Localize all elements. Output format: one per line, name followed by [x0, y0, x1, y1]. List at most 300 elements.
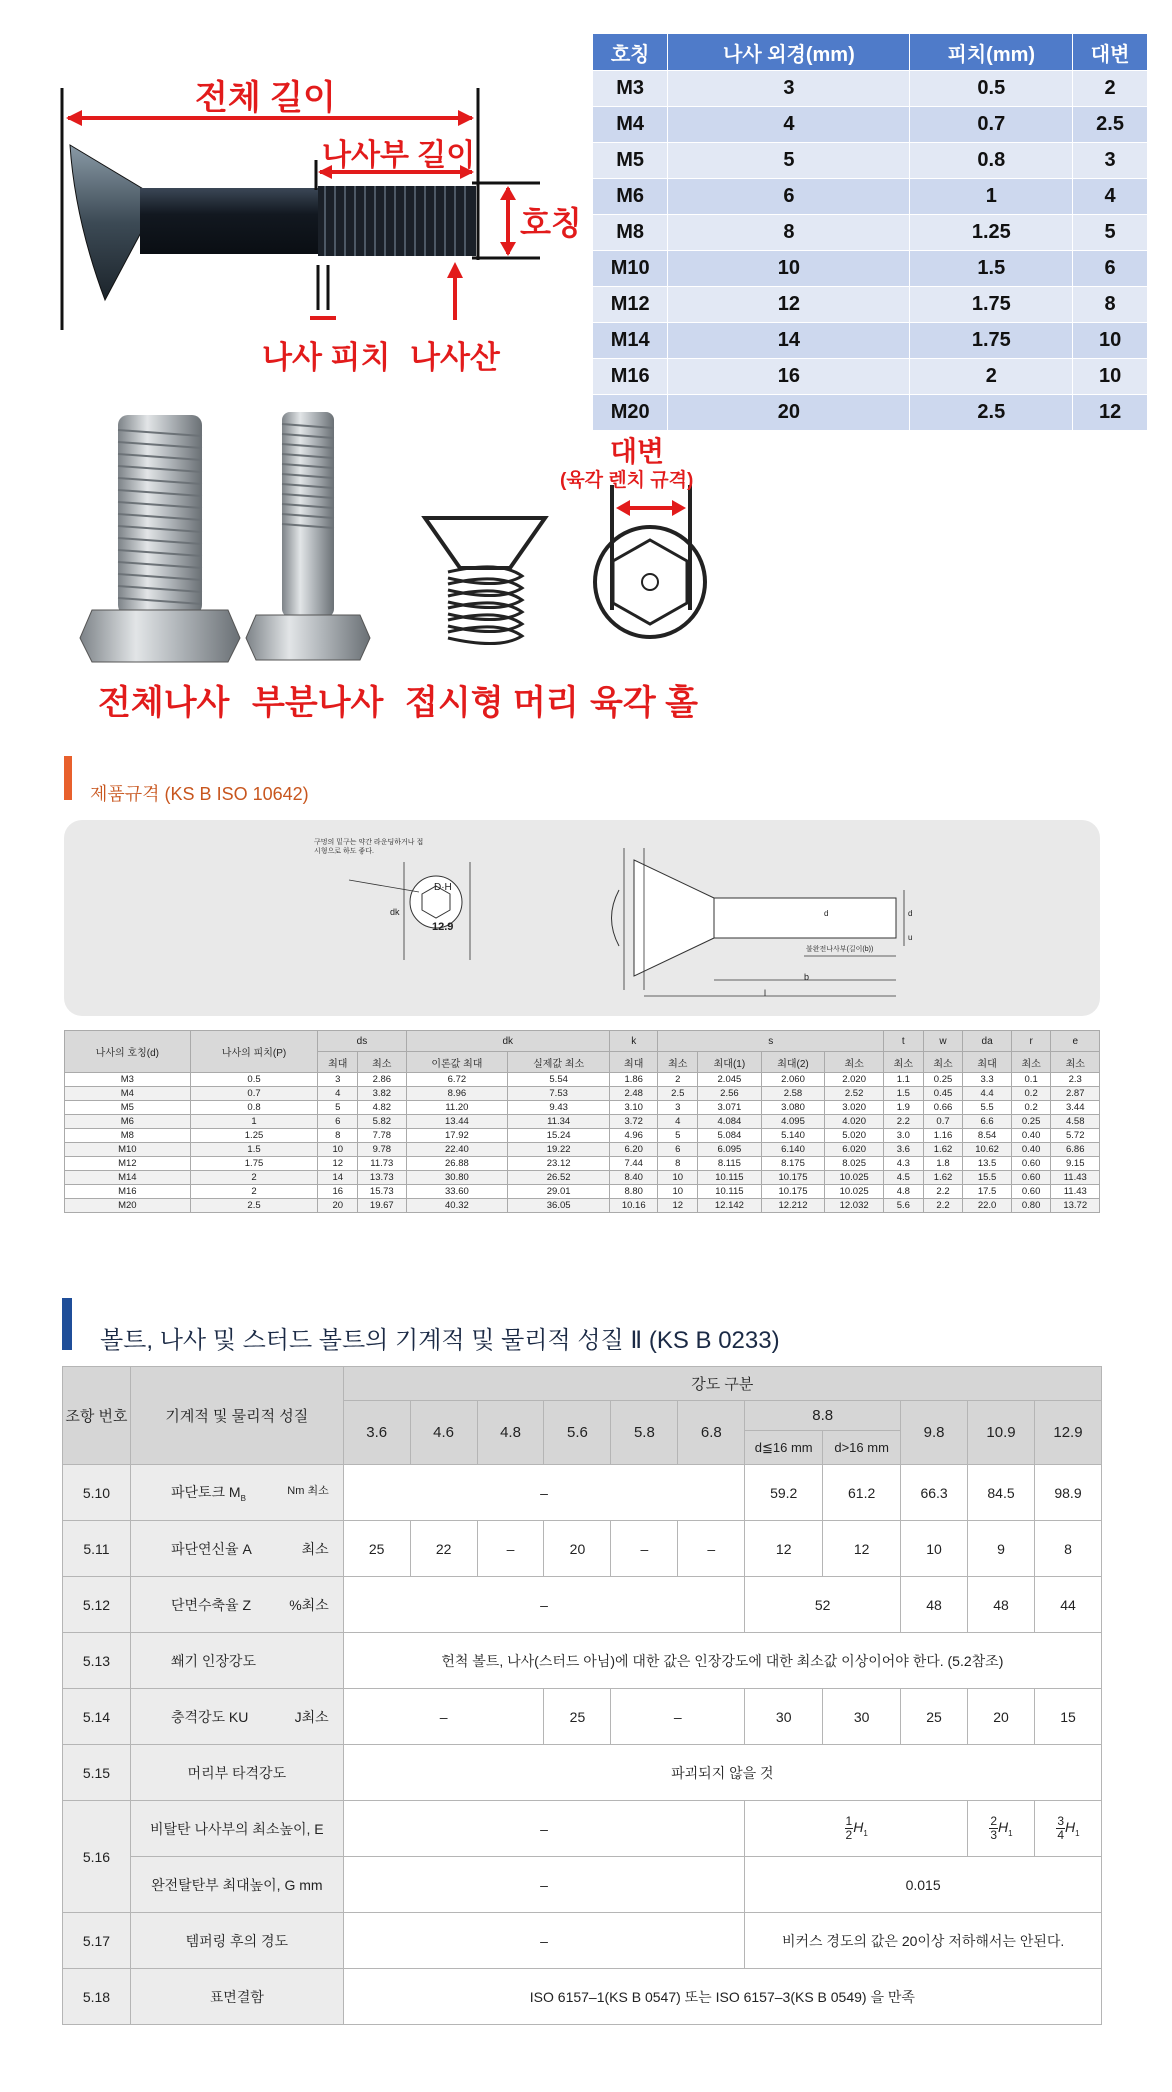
dim-cell: 2: [190, 1185, 318, 1199]
dim-cell: 1.16: [923, 1129, 963, 1143]
dim-cell: 4.020: [825, 1115, 884, 1129]
dim-cell: 10: [318, 1143, 358, 1157]
full-thread-bolt-image: [80, 415, 240, 662]
dim-cell: 6.86: [1051, 1143, 1100, 1157]
dim-cell: 5.5: [963, 1101, 1011, 1115]
dim-cell: 1: [190, 1115, 318, 1129]
dim-cell: 2: [658, 1073, 698, 1087]
drawing-note-2: 불완전나사부(길이(b)): [806, 946, 874, 953]
row-5-15-no: 5.15: [63, 1745, 131, 1801]
row-5-14-v: –: [343, 1689, 544, 1745]
dim-cell: 13.73: [358, 1171, 406, 1185]
dim-header: r: [1011, 1031, 1051, 1052]
dim-cell: 8.40: [610, 1171, 658, 1185]
grade-3-6: 3.6: [343, 1401, 410, 1465]
dim-cell: 7.44: [610, 1157, 658, 1171]
dim-cell: 29.01: [508, 1185, 610, 1199]
dim-cell: 5: [318, 1101, 358, 1115]
dim-cell: 3.6: [883, 1143, 923, 1157]
dim-subheader: 최대(1): [698, 1052, 762, 1073]
dim-cell: 2.56: [698, 1087, 762, 1101]
row-5-11-v: –: [678, 1521, 745, 1577]
size-row: [593, 323, 1148, 359]
row-5-14-prop: 충격강도 KU J최소: [130, 1689, 343, 1745]
row-5-17-prop: 템퍼링 후의 경도: [130, 1913, 343, 1969]
size-cell: 2.5: [1073, 107, 1148, 143]
size-cell: 0.7: [910, 107, 1073, 143]
dim-cell: 4.3: [883, 1157, 923, 1171]
size-cell: 2: [910, 359, 1073, 395]
size-cell: 10: [668, 251, 910, 287]
size-cell: 4: [668, 107, 910, 143]
dim-cell: 0.66: [923, 1101, 963, 1115]
grade-5-6: 5.6: [544, 1401, 611, 1465]
spec-section-marker: [64, 756, 72, 800]
dim-cell: 12: [658, 1199, 698, 1213]
dim-cell: 0.60: [1011, 1171, 1051, 1185]
dim-header: s: [658, 1031, 884, 1052]
dim-row: [65, 1157, 1100, 1171]
dim-subheader: 최소: [358, 1052, 406, 1073]
dim-cell: 3: [318, 1073, 358, 1087]
dim-cell: 3.3: [963, 1073, 1011, 1087]
dim-cell: 5.140: [761, 1129, 825, 1143]
row-5-10-dash: –: [343, 1465, 745, 1521]
svg-text:u: u: [908, 933, 913, 942]
pitch-label: 나사 피치: [262, 340, 391, 375]
dim-cell: 6: [658, 1143, 698, 1157]
across-flats-sub-label: (육각 렌치 규격): [560, 470, 694, 491]
dim-subheader: 최대(2): [761, 1052, 825, 1073]
grade-5-8: 5.8: [611, 1401, 678, 1465]
dim-cell: 2.86: [358, 1073, 406, 1087]
partial-thread-label: 부분나사: [252, 684, 384, 722]
row-5-10-v4: 84.5: [968, 1465, 1035, 1521]
dim-cell: 19.22: [508, 1143, 610, 1157]
dim-cell: 10.62: [963, 1143, 1011, 1157]
dim-cell: 0.40: [1011, 1143, 1051, 1157]
dim-cell: 6: [318, 1115, 358, 1129]
size-cell: 6: [1073, 251, 1148, 287]
dim-row: [65, 1185, 1100, 1199]
dim-row: [65, 1143, 1100, 1157]
dim-cell: 2.5: [190, 1199, 318, 1213]
size-cell: M10: [593, 251, 668, 287]
hex-socket-drawing: [595, 485, 705, 637]
size-cell: 20: [668, 395, 910, 431]
row-5-16-no: 5.16: [63, 1801, 131, 1913]
dim-cell: 2.5: [658, 1087, 698, 1101]
dim-cell: 8.80: [610, 1185, 658, 1199]
size-cell: 1.75: [910, 323, 1073, 359]
grade-6-8: 6.8: [678, 1401, 745, 1465]
dim-cell: 6.140: [761, 1143, 825, 1157]
dim-header: e: [1051, 1031, 1100, 1052]
dim-cell: 2.020: [825, 1073, 884, 1087]
full-thread-label: 전체나사: [98, 684, 230, 722]
grade-8-8-small: d≦16 mm: [745, 1431, 823, 1465]
row-5-16-g-value: 0.015: [745, 1857, 1102, 1913]
across-flats-label: 대변: [610, 436, 665, 467]
grade-10-9: 10.9: [968, 1401, 1035, 1465]
dim-subheader: 최소: [1051, 1052, 1100, 1073]
dim-header: w: [923, 1031, 963, 1052]
size-header-diameter: 나사 외경(mm): [668, 34, 910, 71]
dim-cell: 0.25: [923, 1073, 963, 1087]
size-cell: 3: [1073, 143, 1148, 179]
svg-text:l: l: [764, 988, 766, 998]
size-cell: 1.5: [910, 251, 1073, 287]
dim-cell: 15.73: [358, 1185, 406, 1199]
nominal-label: 호칭: [520, 205, 582, 241]
dim-cell: 22.0: [963, 1199, 1011, 1213]
dim-cell: 3.020: [825, 1101, 884, 1115]
dim-cell: 11.34: [508, 1115, 610, 1129]
row-5-12-dash: –: [343, 1577, 745, 1633]
row-5-13-prop: 쐐기 인장강도: [130, 1633, 343, 1689]
dim-cell: M3: [65, 1073, 191, 1087]
size-row: [593, 143, 1148, 179]
dim-cell: 3.72: [610, 1115, 658, 1129]
dim-cell: 0.5: [190, 1073, 318, 1087]
dim-cell: 10.175: [761, 1171, 825, 1185]
dim-subheader: 최소: [825, 1052, 884, 1073]
row-5-11-no: 5.11: [63, 1521, 131, 1577]
dim-cell: 1.9: [883, 1101, 923, 1115]
dim-cell: 14: [318, 1171, 358, 1185]
dim-cell: 6.6: [963, 1115, 1011, 1129]
dim-subheader: 최대: [963, 1052, 1011, 1073]
size-cell: 10: [1073, 323, 1148, 359]
dim-cell: 2.87: [1051, 1087, 1100, 1101]
dim-cell: 4: [658, 1115, 698, 1129]
dim-cell: 1.8: [923, 1157, 963, 1171]
dim-cell: 5.72: [1051, 1129, 1100, 1143]
grade-4-8: 4.8: [477, 1401, 544, 1465]
spec-section-title: 제품규격 (KS B ISO 10642): [90, 784, 309, 804]
svg-text:12.9: 12.9: [432, 921, 454, 933]
dim-cell: 5: [658, 1129, 698, 1143]
dim-cell: 0.2: [1011, 1101, 1051, 1115]
size-cell: 12: [1073, 395, 1148, 431]
dim-cell: 1.5: [190, 1143, 318, 1157]
size-table: [592, 33, 1148, 431]
dim-cell: 0.60: [1011, 1185, 1051, 1199]
dim-cell: 9.15: [1051, 1157, 1100, 1171]
mech-section-marker: [62, 1298, 72, 1350]
size-cell: M16: [593, 359, 668, 395]
grade-8-8: 8.8: [745, 1401, 901, 1431]
dim-cell: 0.1: [1011, 1073, 1051, 1087]
dim-cell: 1.1: [883, 1073, 923, 1087]
dim-cell: 12.032: [825, 1199, 884, 1213]
size-cell: 1: [910, 179, 1073, 215]
dim-cell: 20: [318, 1199, 358, 1213]
technical-drawing-panel: [64, 820, 1100, 1016]
dim-cell: 12.142: [698, 1199, 762, 1213]
row-5-10-v2: 61.2: [823, 1465, 901, 1521]
size-cell: 5: [668, 143, 910, 179]
dim-cell: 6.20: [610, 1143, 658, 1157]
dim-cell: 22.40: [406, 1143, 508, 1157]
row-5-14-v: –: [611, 1689, 745, 1745]
size-header-nominal: 호칭: [593, 34, 668, 71]
size-cell: 5: [1073, 215, 1148, 251]
dim-cell: 13.72: [1051, 1199, 1100, 1213]
dim-cell: 2.52: [825, 1087, 884, 1101]
dim-cell: 10.175: [761, 1185, 825, 1199]
size-header-across-flats: 대변: [1073, 34, 1148, 71]
size-cell: 0.5: [910, 71, 1073, 107]
row-5-12-v1: 52: [745, 1577, 901, 1633]
svg-text:b: b: [804, 972, 810, 982]
dim-cell: 3.071: [698, 1101, 762, 1115]
dim-row: [65, 1115, 1100, 1129]
dim-cell: 10: [658, 1185, 698, 1199]
dim-subheader: 최소: [923, 1052, 963, 1073]
dim-cell: 8.025: [825, 1157, 884, 1171]
partial-thread-bolt-image: [246, 412, 370, 660]
size-cell: 1.75: [910, 287, 1073, 323]
dim-cell: 2.2: [923, 1185, 963, 1199]
dim-cell: 3.10: [610, 1101, 658, 1115]
dim-cell: 4.82: [358, 1101, 406, 1115]
row-5-14-v: 30: [823, 1689, 901, 1745]
dim-header: t: [883, 1031, 923, 1052]
row-5-15-prop: 머리부 타격강도: [130, 1745, 343, 1801]
dim-cell: 4.96: [610, 1129, 658, 1143]
size-row: [593, 215, 1148, 251]
row-5-10-v1: 59.2: [745, 1465, 823, 1521]
row-5-16-frac-2: $\frac{2}{3}$ $H_1$: [968, 1801, 1035, 1857]
dim-cell: 8.115: [698, 1157, 762, 1171]
row-5-10-no: 5.10: [63, 1465, 131, 1521]
dim-cell: 1.5: [883, 1087, 923, 1101]
row-5-11-v: 22: [410, 1521, 477, 1577]
row-5-10-prop: 파단토크 $M_B$ Nm 최소: [130, 1465, 343, 1521]
dim-cell: M20: [65, 1199, 191, 1213]
dim-cell: 12: [318, 1157, 358, 1171]
dim-cell: 4.4: [963, 1087, 1011, 1101]
row-5-11-v: 10: [901, 1521, 968, 1577]
dim-cell: 4.58: [1051, 1115, 1100, 1129]
dim-cell: 0.7: [923, 1115, 963, 1129]
dim-header: dk: [406, 1031, 610, 1052]
size-row: [593, 251, 1148, 287]
size-cell: 16: [668, 359, 910, 395]
dim-cell: 7.78: [358, 1129, 406, 1143]
dim-row: [65, 1171, 1100, 1185]
dim-cell: 15.5: [963, 1171, 1011, 1185]
dim-cell: 19.67: [358, 1199, 406, 1213]
dim-cell: 8: [658, 1157, 698, 1171]
dim-cell: 0.25: [1011, 1115, 1051, 1129]
row-5-16-dash-b: –: [343, 1857, 745, 1913]
dim-cell: 1.62: [923, 1143, 963, 1157]
dim-cell: 3.0: [883, 1129, 923, 1143]
size-cell: M12: [593, 287, 668, 323]
row-5-14-v: 30: [745, 1689, 823, 1745]
dim-row: [65, 1073, 1100, 1087]
size-cell: M3: [593, 71, 668, 107]
dim-cell: 23.12: [508, 1157, 610, 1171]
countersunk-head-drawing: [425, 518, 545, 644]
size-header-pitch: 피치(mm): [910, 34, 1073, 71]
dim-row: [65, 1129, 1100, 1143]
dim-subheader: 실제값 최소: [508, 1052, 610, 1073]
dim-cell: 5.82: [358, 1115, 406, 1129]
dim-row: [65, 1101, 1100, 1115]
size-cell: 12: [668, 287, 910, 323]
size-cell: M5: [593, 143, 668, 179]
dim-cell: 6.095: [698, 1143, 762, 1157]
dim-cell: 6.020: [825, 1143, 884, 1157]
row-5-11-v: 12: [745, 1521, 823, 1577]
row-5-10-v3: 66.3: [901, 1465, 968, 1521]
mechanical-properties-table: [62, 1366, 1102, 2025]
row-5-18-prop: 표면결함: [130, 1969, 343, 2025]
dim-cell: 2.48: [610, 1087, 658, 1101]
dim-cell: M10: [65, 1143, 191, 1157]
dim-cell: 5.084: [698, 1129, 762, 1143]
size-row: [593, 287, 1148, 323]
drawing-note: 구멍의 밑구는 약간 라운딩하거나 접시형으로 하도 좋다.: [314, 839, 424, 855]
dim-cell: 4.5: [883, 1171, 923, 1185]
row-5-18-text: ISO 6157–1(KS B 0547) 또는 ISO 6157–3(KS B 0549) 을 만족: [343, 1969, 1101, 2025]
row-5-16-frac-3: $\frac{3}{4}$ $H_1$: [1034, 1801, 1101, 1857]
dim-cell: 0.45: [923, 1087, 963, 1101]
mech-header-no: 조항 번호: [63, 1367, 131, 1465]
dim-cell: 4.8: [883, 1185, 923, 1199]
dim-cell: 16: [318, 1185, 358, 1199]
size-cell: 2.5: [910, 395, 1073, 431]
grade-12-9: 12.9: [1034, 1401, 1101, 1465]
dim-cell: 1.75: [190, 1157, 318, 1171]
dim-cell: 1.25: [190, 1129, 318, 1143]
row-5-10-v5: 98.9: [1034, 1465, 1101, 1521]
row-5-16-frac-1: $\frac{1}{2}$ $H_1$: [745, 1801, 968, 1857]
dim-cell: 2.58: [761, 1087, 825, 1101]
row-5-13-no: 5.13: [63, 1633, 131, 1689]
size-row: [593, 359, 1148, 395]
dim-header: 나사의 피치(P): [190, 1031, 318, 1073]
row-5-15-text: 파괴되지 않을 것: [343, 1745, 1101, 1801]
svg-text:d: d: [824, 909, 829, 918]
row-5-17-text: 비커스 경도의 값은 20이상 저하해서는 안된다.: [745, 1913, 1102, 1969]
dim-cell: 8: [318, 1129, 358, 1143]
row-5-12-v2: 48: [901, 1577, 968, 1633]
row-5-12-v3: 48: [968, 1577, 1035, 1633]
dim-cell: 11.73: [358, 1157, 406, 1171]
size-cell: 3: [668, 71, 910, 107]
dim-cell: 10.025: [825, 1171, 884, 1185]
countersunk-head-label: 접시형 머리: [405, 684, 579, 722]
dimension-table: [64, 1030, 1100, 1213]
dim-cell: 3.82: [358, 1087, 406, 1101]
dim-cell: 3: [658, 1101, 698, 1115]
row-5-11-v: 9: [968, 1521, 1035, 1577]
row-5-14-v: 20: [968, 1689, 1035, 1745]
dim-cell: 3.080: [761, 1101, 825, 1115]
dim-cell: 12.212: [761, 1199, 825, 1213]
dim-cell: 0.40: [1011, 1129, 1051, 1143]
dim-cell: 2.2: [883, 1115, 923, 1129]
grade-8-8-large: d>16 mm: [823, 1431, 901, 1465]
size-cell: 4: [1073, 179, 1148, 215]
thread-length-label: 나사부 길이: [322, 139, 476, 172]
dim-cell: 7.53: [508, 1087, 610, 1101]
dim-cell: 17.92: [406, 1129, 508, 1143]
dim-cell: 2.045: [698, 1073, 762, 1087]
dim-cell: 5.6: [883, 1199, 923, 1213]
dim-cell: 10.115: [698, 1185, 762, 1199]
size-cell: 14: [668, 323, 910, 359]
crest-label: 나사산: [410, 340, 500, 375]
grade-9-8: 9.8: [901, 1401, 968, 1465]
dim-cell: 0.7: [190, 1087, 318, 1101]
dim-cell: 15.24: [508, 1129, 610, 1143]
dim-cell: M16: [65, 1185, 191, 1199]
dim-cell: 1.86: [610, 1073, 658, 1087]
dim-cell: 9.78: [358, 1143, 406, 1157]
mech-section-title: 볼트, 나사 및 스터드 볼트의 기계적 및 물리적 성질 Ⅱ (KS B 0233): [100, 1327, 780, 1354]
dim-cell: 6.72: [406, 1073, 508, 1087]
row-5-11-v: 12: [823, 1521, 901, 1577]
dim-cell: 2.3: [1051, 1073, 1100, 1087]
dim-cell: 3.44: [1051, 1101, 1100, 1115]
row-5-14-v: 15: [1034, 1689, 1101, 1745]
dim-cell: 1.62: [923, 1171, 963, 1185]
size-cell: 10: [1073, 359, 1148, 395]
technical-drawing: [64, 820, 1100, 1016]
size-cell: M14: [593, 323, 668, 359]
row-5-11-v: –: [611, 1521, 678, 1577]
dim-subheader: 최소: [1011, 1052, 1051, 1073]
dim-cell: 11.20: [406, 1101, 508, 1115]
row-5-18-no: 5.18: [63, 1969, 131, 2025]
dim-cell: 8.96: [406, 1087, 508, 1101]
row-5-14-v: 25: [544, 1689, 611, 1745]
mech-header-prop: 기계적 및 물리적 성질: [130, 1367, 343, 1465]
dim-cell: 5.54: [508, 1073, 610, 1087]
size-cell: 8: [668, 215, 910, 251]
hex-socket-label: 육각 홀: [590, 684, 698, 722]
dim-row: [65, 1199, 1100, 1213]
dim-subheader: 최소: [883, 1052, 923, 1073]
size-row: [593, 179, 1148, 215]
dim-cell: 26.52: [508, 1171, 610, 1185]
size-cell: 2: [1073, 71, 1148, 107]
dim-row: [65, 1087, 1100, 1101]
row-5-12-prop: 단면수축율 Z %최소: [130, 1577, 343, 1633]
row-5-11-v: 20: [544, 1521, 611, 1577]
total-length-label: 전체 길이: [195, 79, 336, 117]
dim-header: k: [610, 1031, 658, 1052]
row-5-11-v: 25: [343, 1521, 410, 1577]
dim-cell: 11.43: [1051, 1171, 1100, 1185]
dim-cell: M6: [65, 1115, 191, 1129]
row-5-16-prop-a: 비탈탄 나사부의 최소높이, E: [130, 1801, 343, 1857]
size-cell: 8: [1073, 287, 1148, 323]
row-5-14-no: 5.14: [63, 1689, 131, 1745]
dim-cell: 2.060: [761, 1073, 825, 1087]
svg-text:D·H: D·H: [434, 882, 452, 893]
dim-subheader: 최대: [318, 1052, 358, 1073]
dim-cell: 10.025: [825, 1185, 884, 1199]
dim-cell: 0.2: [1011, 1087, 1051, 1101]
dim-cell: 2: [190, 1171, 318, 1185]
grade-4-6: 4.6: [410, 1401, 477, 1465]
